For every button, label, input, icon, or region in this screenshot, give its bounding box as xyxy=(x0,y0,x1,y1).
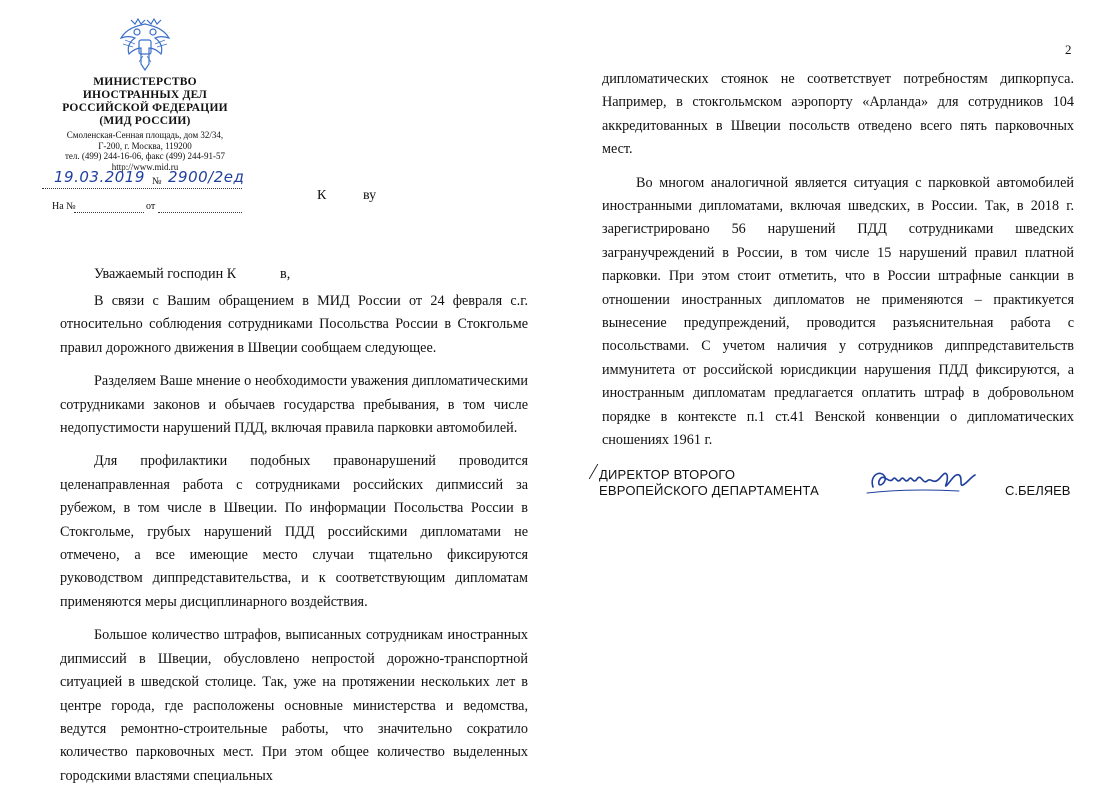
paragraph: Во многом аналогичной является ситуация с парковкой автомобилей иностранными дипломатами, включая шведских, в России. Так, в 2018 г. зарегистрировано 56 нарушений ПДД сотрудниками шведских загранучреждений в России, в том числе 15 нарушений правил платной парковки. При этом стоит отметить, что в России штрафные санкции в отношении иностранных дипломатов не применяются – практикуется вынесение предупреждений, проводится разъяснительная работа с посольствами. С учетом наличия у сотрудников диппредставительств иммунитета от российской юрисдикции нарушения ПДД фиксируются, а иностранным дипломатам предлагается оплатить штраф в добровольном порядке в контексте п.1 ст.41 Венской конвенции о дипломатических сношениях 1961 г. xyxy=(602,174,1074,449)
ministry-address xyxy=(40,130,250,172)
paragraph: дипломатических стоянок не соответствует потребностям дипкорпуса. Например, в стокгольмском аэропорту «Арланда» для сотрудников 104 аккредитованных в Швеции посольств отведено всего пять парковочных мест. xyxy=(602,71,1074,158)
letter-body-right xyxy=(602,68,1074,453)
address-line: Смоленская-Сенная площадь, дом 32/34, xyxy=(66,130,224,140)
reference-date-blank xyxy=(158,212,242,213)
addressee-initial: К xyxy=(317,188,327,203)
ministry-line: МИНИСТЕРСТВО xyxy=(93,76,197,88)
signature-block xyxy=(595,463,1075,503)
reference-number-label: На № xyxy=(52,201,76,212)
address-line: тел. (499) 244-16-06, факс (499) 244-91-57 xyxy=(64,151,226,161)
paragraph: Для профилактики подобных правонарушений проводится целенаправленная работа с сотрудниками российских дипмиссий за рубежом, в том числе в Швеции. По информации Посольства России в Стокгольме, грубых нарушений ПДД российскими дипломатами не отмечено, а все имеющие место случаи тщательно фиксируются руководством диппредставительства, и к соответствующим дипломатам применяются меры дисциплинарного воздействия. xyxy=(60,453,528,610)
registration-underline xyxy=(42,188,242,189)
reference-from-label: от xyxy=(146,201,156,212)
signatory-title-line: ЕВРОПЕЙСКОГО ДЕПАРТАМЕНТА xyxy=(599,483,819,498)
registration-date: 19.03.2019 xyxy=(54,168,145,186)
ministry-line: ИНОСТРАННЫХ ДЕЛ xyxy=(82,89,208,101)
signatory-title xyxy=(599,467,819,499)
letter-page-1 xyxy=(0,0,557,784)
address-line: Г-200, г. Москва, 119200 xyxy=(98,140,192,151)
coat-of-arms-emblem xyxy=(117,14,173,72)
handwritten-signature-image xyxy=(863,463,983,499)
ministry-name xyxy=(40,76,250,128)
registration-number-label: № xyxy=(152,176,163,187)
salutation-prefix: Уважаемый господин К xyxy=(94,266,237,282)
reference-line xyxy=(52,201,252,215)
ministry-line: (МИД РОССИИ) xyxy=(99,115,191,127)
addressee-suffix: ву xyxy=(363,188,377,203)
signature-mark xyxy=(589,464,600,479)
paragraph: В связи с Вашим обращением в МИД России от 24 февраля с.г. относительно соблюдения сотрудниками Посольства России в Стокгольме правил дорожного движения в Швеции сообщаем следующее. xyxy=(60,293,528,356)
signatory-title-line: ДИРЕКТОР ВТОРОГО xyxy=(599,467,736,482)
salutation-suffix: в, xyxy=(280,266,291,282)
registration-line xyxy=(40,168,245,190)
registration-number: 2900/2ед xyxy=(168,168,245,186)
page-number: 2 xyxy=(1065,42,1072,57)
reference-number-blank xyxy=(74,212,144,213)
address-line: http://www.mid.ru xyxy=(111,161,179,172)
paragraph: Разделяем Ваше мнение о необходимости уважения дипломатическими сотрудниками законов и обычаев государства пребывания, в том числе недопустимости нарушений ПДД, включая правила парковки автомобилей. xyxy=(60,373,528,437)
letter-page-2 xyxy=(557,0,1114,770)
signatory-name: С.БЕЛЯЕВ xyxy=(1005,483,1071,498)
ministry-line: РОССИЙСКОЙ ФЕДЕРАЦИИ xyxy=(62,102,228,114)
letter-body-left xyxy=(60,290,528,788)
paragraph: Большое количество штрафов, выписанных сотрудникам иностранных дипмиссий в Швеции, обусловлено непростой дорожно-транспортной ситуацией в шведской столице. Так, уже на протяжении нескольких лет в центре города, где расположены основные министерства и ведомства, ведутся ремонтно-строительные работы, что значительно сократило количество парковочных мест. При этом общее количество выделенных городскими властями специальных xyxy=(60,627,528,784)
